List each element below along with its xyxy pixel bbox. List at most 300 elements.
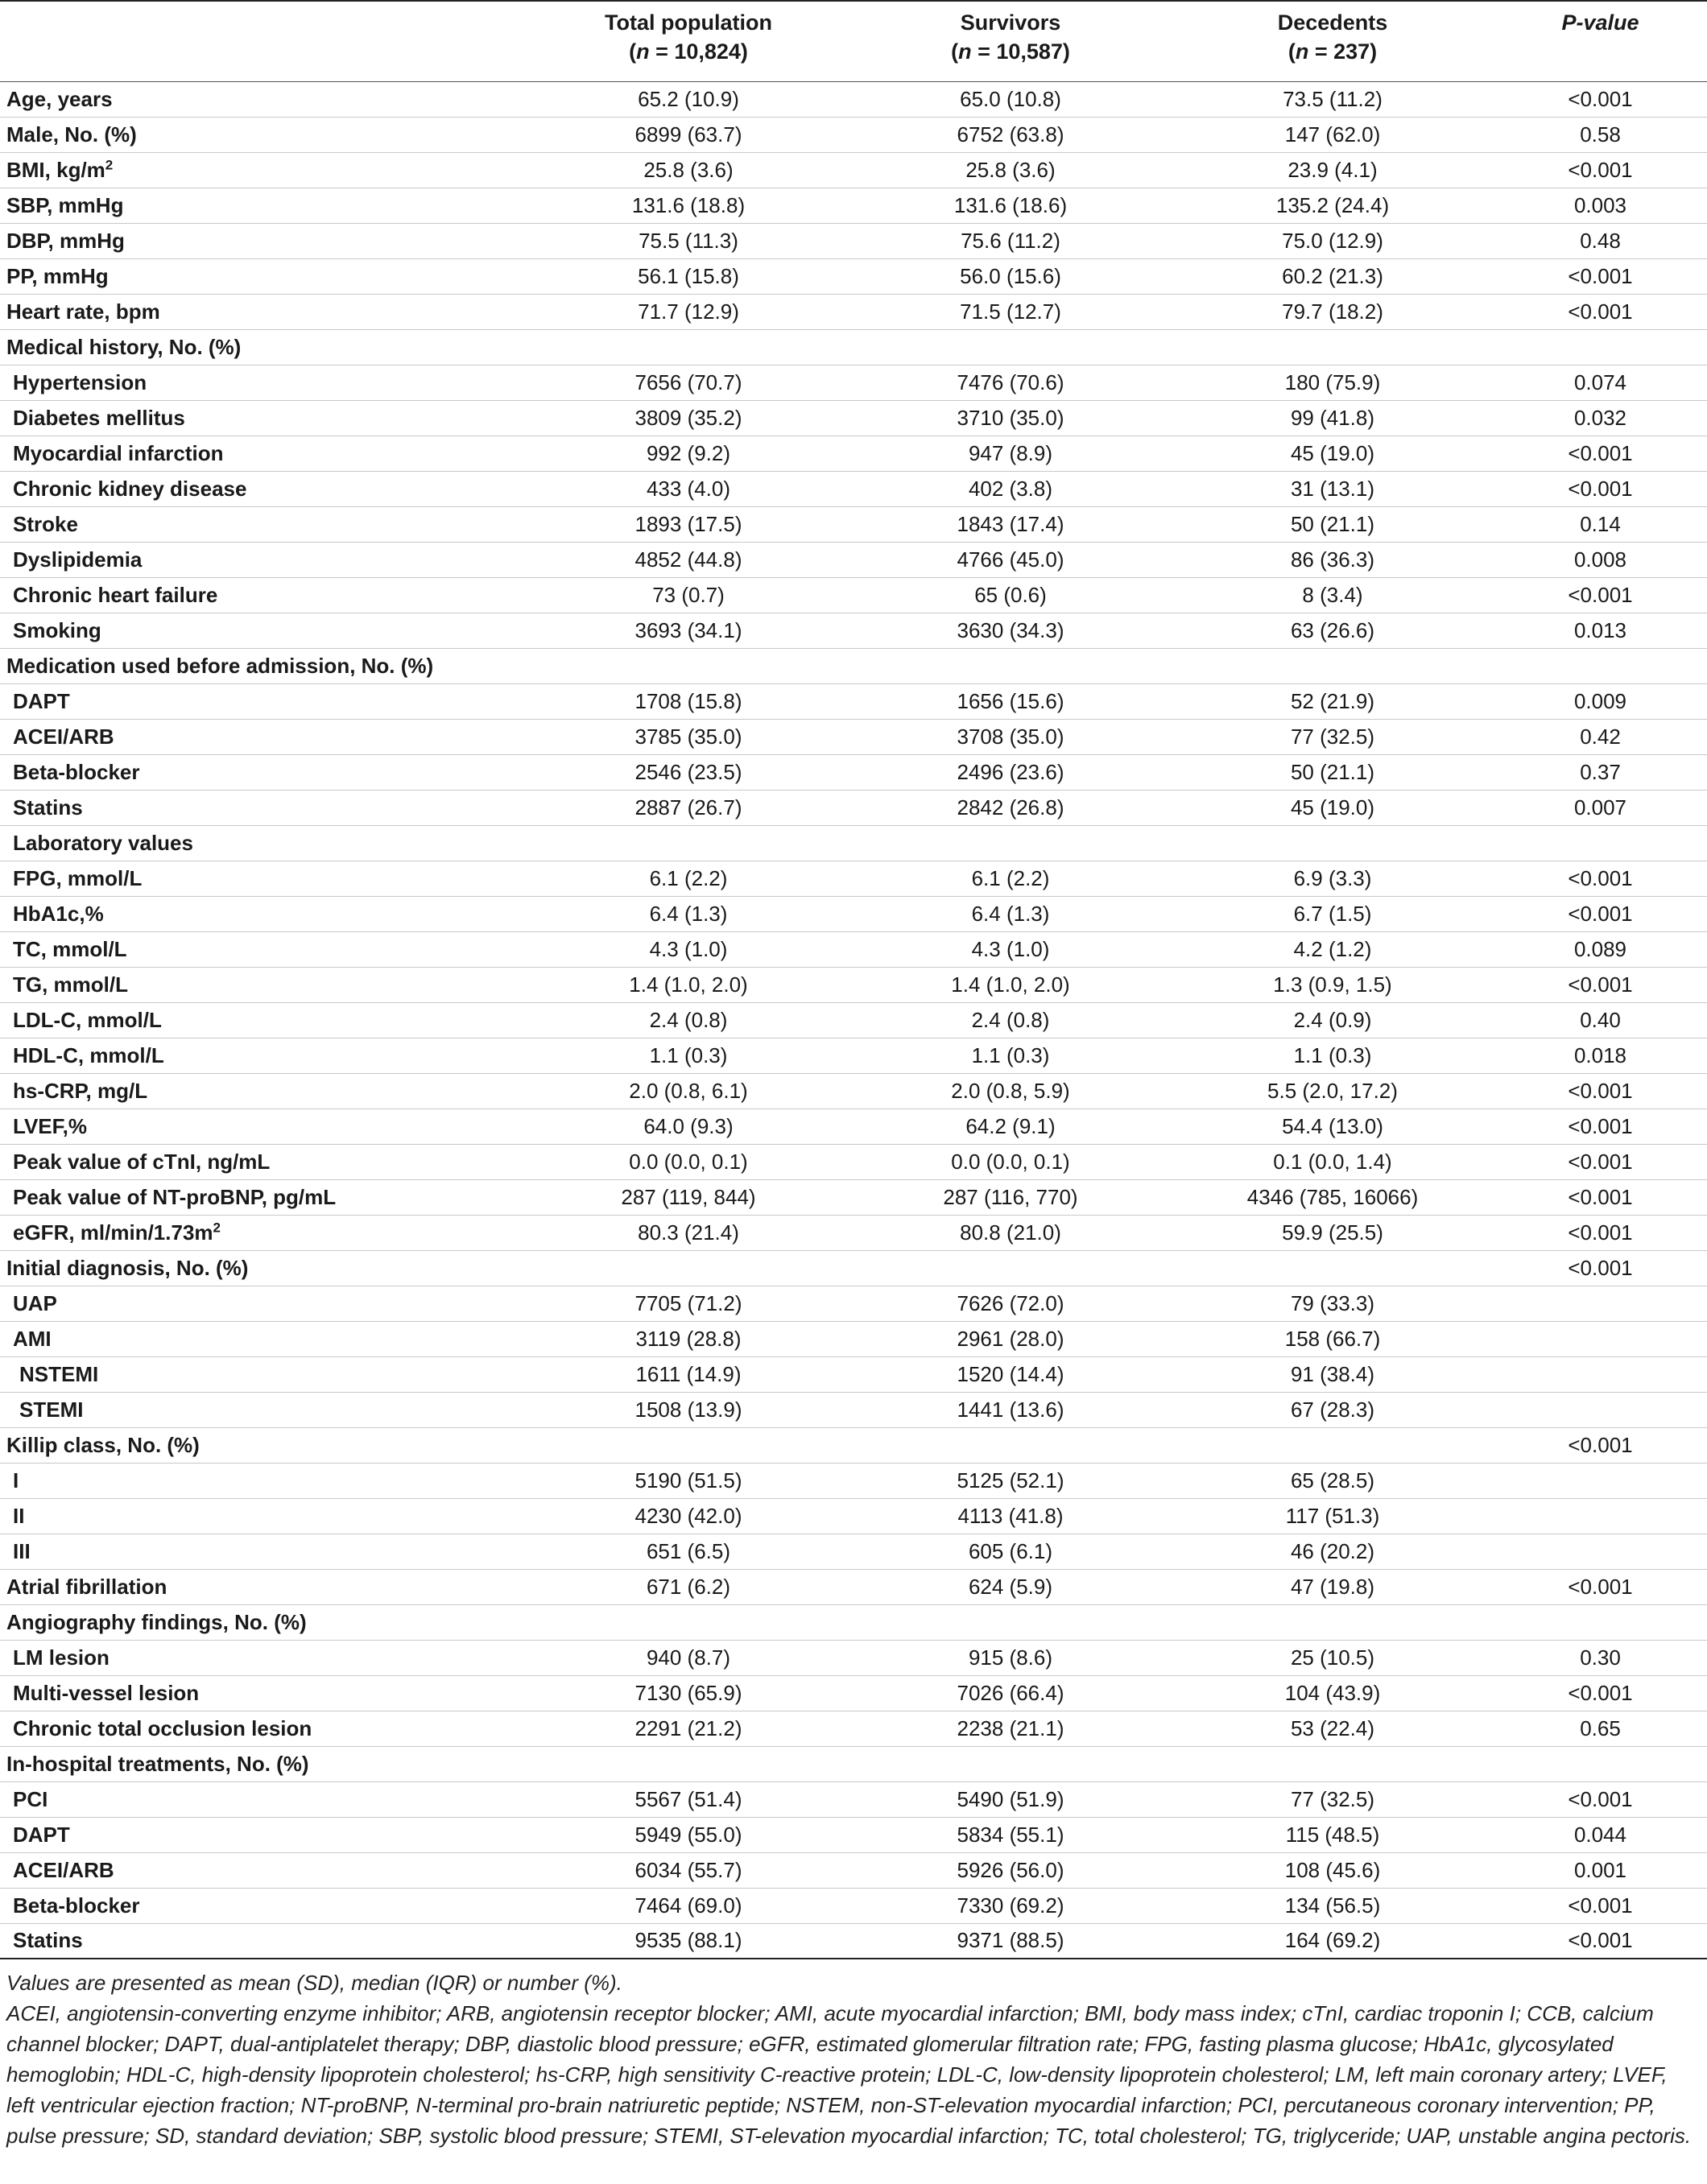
table-row	[0, 967, 1707, 1002]
cell-total-population: 75.5 (11.3)	[527, 223, 849, 258]
cell-survivors: 65 (0.6)	[849, 577, 1172, 613]
row-label	[0, 365, 527, 400]
cell-p-value: <0.001	[1494, 577, 1707, 613]
cell-survivors: 4113 (41.8)	[849, 1498, 1172, 1534]
row-label	[0, 1711, 527, 1746]
cell-survivors: 9371 (88.5)	[849, 1923, 1172, 1959]
table-row	[0, 1569, 1707, 1604]
cell-p-value: <0.001	[1494, 471, 1707, 506]
row-label-text: Statins	[13, 795, 83, 820]
cell-p-value: 0.013	[1494, 613, 1707, 648]
table-row	[0, 1356, 1707, 1392]
cell-total-population	[527, 1604, 849, 1640]
row-label	[0, 1888, 527, 1923]
cell-p-value: <0.001	[1494, 861, 1707, 896]
cell-survivors	[849, 1746, 1172, 1781]
cell-decedents: 180 (75.9)	[1172, 365, 1494, 400]
row-label-text: LDL-C, mmol/L	[13, 1007, 162, 1032]
table-row	[0, 861, 1707, 896]
cell-total-population: 1708 (15.8)	[527, 683, 849, 719]
cell-p-value	[1494, 1498, 1707, 1534]
row-label	[0, 1569, 527, 1604]
row-label	[0, 81, 527, 117]
row-label	[0, 1356, 527, 1392]
cell-decedents: 0.1 (0.0, 1.4)	[1172, 1144, 1494, 1179]
row-label-text: In-hospital treatments, No. (%)	[6, 1751, 309, 1776]
cell-total-population: 2887 (26.7)	[527, 790, 849, 825]
table-row	[0, 613, 1707, 648]
cell-survivors: 947 (8.9)	[849, 436, 1172, 471]
table-row	[0, 1215, 1707, 1250]
cell-total-population	[527, 825, 849, 861]
table-row	[0, 258, 1707, 294]
cell-total-population: 6.1 (2.2)	[527, 861, 849, 896]
table-row	[0, 223, 1707, 258]
cell-survivors: 2842 (26.8)	[849, 790, 1172, 825]
header-p-value: P-value	[1494, 1, 1707, 81]
row-label-text: Chronic kidney disease	[13, 476, 247, 501]
cell-survivors: 2238 (21.1)	[849, 1711, 1172, 1746]
cell-survivors: 71.5 (12.7)	[849, 294, 1172, 329]
table-row	[0, 329, 1707, 365]
cell-p-value	[1494, 1356, 1707, 1392]
row-label-text: Heart rate, bpm	[6, 299, 160, 324]
row-label	[0, 258, 527, 294]
cell-decedents: 25 (10.5)	[1172, 1640, 1494, 1675]
row-label	[0, 294, 527, 329]
row-label	[0, 117, 527, 152]
cell-total-population: 131.6 (18.8)	[527, 188, 849, 223]
table-row	[0, 1675, 1707, 1711]
row-label	[0, 1392, 527, 1427]
cell-p-value: <0.001	[1494, 1109, 1707, 1144]
cell-decedents: 6.7 (1.5)	[1172, 896, 1494, 931]
table-footnotes	[6, 1967, 1701, 2151]
row-label	[0, 754, 527, 790]
header-survivors-label: Survivors	[960, 10, 1061, 35]
row-label-text: TC, mmol/L	[13, 936, 127, 961]
cell-total-population: 651 (6.5)	[527, 1534, 849, 1569]
cell-total-population: 3119 (28.8)	[527, 1321, 849, 1356]
cell-survivors: 6752 (63.8)	[849, 117, 1172, 152]
table-row	[0, 896, 1707, 931]
row-label-text: LM lesion	[13, 1645, 110, 1670]
cell-survivors: 25.8 (3.6)	[849, 152, 1172, 188]
cell-survivors	[849, 1250, 1172, 1286]
header-total-label: Total population	[605, 10, 772, 35]
cell-total-population	[527, 1250, 849, 1286]
table-row	[0, 1392, 1707, 1427]
table-row	[0, 1781, 1707, 1817]
table-row	[0, 1640, 1707, 1675]
cell-total-population: 80.3 (21.4)	[527, 1215, 849, 1250]
cell-decedents: 52 (21.9)	[1172, 683, 1494, 719]
cell-p-value: 0.003	[1494, 188, 1707, 223]
row-label-text: BMI, kg/m	[6, 157, 105, 182]
table-row	[0, 1711, 1707, 1746]
row-label-text: SBP, mmHg	[6, 192, 124, 217]
table-header	[0, 1, 1707, 81]
header-survivors-n: (n = 10,587)	[951, 39, 1070, 64]
cell-survivors: 402 (3.8)	[849, 471, 1172, 506]
cell-p-value: 0.089	[1494, 931, 1707, 967]
cell-survivors: 64.2 (9.1)	[849, 1109, 1172, 1144]
cell-decedents: 135.2 (24.4)	[1172, 188, 1494, 223]
cell-p-value: 0.40	[1494, 1002, 1707, 1038]
cell-p-value: <0.001	[1494, 81, 1707, 117]
table-row	[0, 1427, 1707, 1463]
cell-decedents: 99 (41.8)	[1172, 400, 1494, 436]
cell-survivors	[849, 825, 1172, 861]
cell-decedents	[1172, 329, 1494, 365]
row-label-text: Beta-blocker	[13, 759, 140, 784]
cell-total-population	[527, 1427, 849, 1463]
cell-total-population: 25.8 (3.6)	[527, 152, 849, 188]
cell-decedents: 164 (69.2)	[1172, 1923, 1494, 1959]
cell-decedents: 77 (32.5)	[1172, 719, 1494, 754]
table-row	[0, 719, 1707, 754]
cell-decedents: 65 (28.5)	[1172, 1463, 1494, 1498]
cell-survivors: 6.4 (1.3)	[849, 896, 1172, 931]
row-label	[0, 1321, 527, 1356]
row-label-text: UAP	[13, 1290, 57, 1315]
row-label-text: Medication used before admission, No. (%)	[6, 653, 434, 678]
cell-decedents: 2.4 (0.9)	[1172, 1002, 1494, 1038]
cell-p-value: <0.001	[1494, 258, 1707, 294]
row-label	[0, 152, 527, 188]
cell-survivors: 7026 (66.4)	[849, 1675, 1172, 1711]
cell-total-population: 2546 (23.5)	[527, 754, 849, 790]
row-label-text: HbA1c,%	[13, 901, 104, 926]
table-row	[0, 506, 1707, 542]
cell-p-value: <0.001	[1494, 1179, 1707, 1215]
cell-survivors: 2961 (28.0)	[849, 1321, 1172, 1356]
cell-decedents	[1172, 825, 1494, 861]
row-label	[0, 1746, 527, 1781]
cell-p-value: <0.001	[1494, 1569, 1707, 1604]
header-total-n: (n = 10,824)	[629, 39, 748, 64]
cell-total-population: 7464 (69.0)	[527, 1888, 849, 1923]
cell-p-value: 0.044	[1494, 1817, 1707, 1852]
row-label-text: eGFR, ml/min/1.73m	[13, 1220, 213, 1245]
cell-p-value: 0.42	[1494, 719, 1707, 754]
cell-total-population: 6.4 (1.3)	[527, 896, 849, 931]
cell-p-value: <0.001	[1494, 1073, 1707, 1109]
cell-total-population: 3809 (35.2)	[527, 400, 849, 436]
row-label	[0, 1675, 527, 1711]
table-row	[0, 471, 1707, 506]
cell-decedents: 6.9 (3.3)	[1172, 861, 1494, 896]
row-label-text: Chronic heart failure	[13, 582, 218, 607]
cell-survivors: 287 (116, 770)	[849, 1179, 1172, 1215]
cell-p-value: 0.074	[1494, 365, 1707, 400]
cell-survivors: 0.0 (0.0, 0.1)	[849, 1144, 1172, 1179]
row-label-text: Dyslipidemia	[13, 547, 143, 572]
row-label-text: Male, No. (%)	[6, 122, 137, 147]
cell-survivors: 5834 (55.1)	[849, 1817, 1172, 1852]
table-row	[0, 294, 1707, 329]
table-row	[0, 542, 1707, 577]
row-label-text: FPG, mmol/L	[13, 865, 143, 890]
cell-total-population: 992 (9.2)	[527, 436, 849, 471]
cell-survivors: 6.1 (2.2)	[849, 861, 1172, 896]
row-label	[0, 683, 527, 719]
cell-p-value: <0.001	[1494, 294, 1707, 329]
cell-survivors	[849, 1604, 1172, 1640]
header-variable	[0, 1, 527, 81]
cell-total-population: 7130 (65.9)	[527, 1675, 849, 1711]
cell-decedents: 77 (32.5)	[1172, 1781, 1494, 1817]
cell-total-population: 7705 (71.2)	[527, 1286, 849, 1321]
cell-p-value: 0.48	[1494, 223, 1707, 258]
cell-survivors	[849, 1427, 1172, 1463]
row-label-text: DBP, mmHg	[6, 228, 125, 253]
table-row	[0, 1321, 1707, 1356]
cell-p-value	[1494, 1746, 1707, 1781]
cell-total-population: 4.3 (1.0)	[527, 931, 849, 967]
cell-total-population: 73 (0.7)	[527, 577, 849, 613]
n-symbol: n	[1295, 39, 1309, 64]
table-row	[0, 365, 1707, 400]
table-row	[0, 1463, 1707, 1498]
row-label	[0, 1109, 527, 1144]
cell-p-value: 0.58	[1494, 117, 1707, 152]
table-row	[0, 1817, 1707, 1852]
cell-survivors: 1441 (13.6)	[849, 1392, 1172, 1427]
cell-total-population: 5949 (55.0)	[527, 1817, 849, 1852]
cell-survivors: 131.6 (18.6)	[849, 188, 1172, 223]
cell-decedents: 4.2 (1.2)	[1172, 931, 1494, 967]
row-label	[0, 1286, 527, 1321]
cell-survivors: 5490 (51.9)	[849, 1781, 1172, 1817]
cell-total-population	[527, 329, 849, 365]
cell-decedents: 115 (48.5)	[1172, 1817, 1494, 1852]
cell-p-value	[1494, 648, 1707, 683]
cell-total-population: 1893 (17.5)	[527, 506, 849, 542]
cell-survivors: 5926 (56.0)	[849, 1852, 1172, 1888]
row-label	[0, 471, 527, 506]
table-row	[0, 683, 1707, 719]
table-row	[0, 1888, 1707, 1923]
cell-survivors: 915 (8.6)	[849, 1640, 1172, 1675]
row-label-text: Beta-blocker	[13, 1893, 140, 1918]
cell-decedents: 23.9 (4.1)	[1172, 152, 1494, 188]
cell-total-population: 9535 (88.1)	[527, 1923, 849, 1959]
cell-decedents	[1172, 1746, 1494, 1781]
cell-p-value: <0.001	[1494, 1250, 1707, 1286]
cell-survivors: 2.4 (0.8)	[849, 1002, 1172, 1038]
cell-p-value: 0.032	[1494, 400, 1707, 436]
cell-total-population: 3785 (35.0)	[527, 719, 849, 754]
row-label-text: PP, mmHg	[6, 263, 109, 288]
cell-survivors: 4.3 (1.0)	[849, 931, 1172, 967]
cell-p-value: <0.001	[1494, 436, 1707, 471]
cell-total-population: 5567 (51.4)	[527, 1781, 849, 1817]
row-label-text: DAPT	[13, 1822, 70, 1847]
table-row	[0, 1923, 1707, 1959]
cell-p-value: <0.001	[1494, 1675, 1707, 1711]
table-row	[0, 1109, 1707, 1144]
cell-decedents: 50 (21.1)	[1172, 506, 1494, 542]
row-label	[0, 1640, 527, 1675]
header-decedents-label: Decedents	[1277, 10, 1388, 35]
cell-survivors	[849, 648, 1172, 683]
row-label-text: Diabetes mellitus	[13, 405, 185, 430]
cell-decedents: 108 (45.6)	[1172, 1852, 1494, 1888]
row-label-text: III	[13, 1538, 31, 1563]
cell-total-population: 1.4 (1.0, 2.0)	[527, 967, 849, 1002]
cell-p-value: 0.37	[1494, 754, 1707, 790]
row-label	[0, 577, 527, 613]
row-label	[0, 719, 527, 754]
cell-decedents: 60.2 (21.3)	[1172, 258, 1494, 294]
cell-survivors: 7330 (69.2)	[849, 1888, 1172, 1923]
table-row	[0, 1534, 1707, 1569]
row-label	[0, 1463, 527, 1498]
table-row	[0, 188, 1707, 223]
row-label	[0, 329, 527, 365]
cell-survivors: 3708 (35.0)	[849, 719, 1172, 754]
cell-total-population: 7656 (70.7)	[527, 365, 849, 400]
cell-total-population: 1611 (14.9)	[527, 1356, 849, 1392]
cell-p-value	[1494, 1463, 1707, 1498]
cell-decedents: 50 (21.1)	[1172, 754, 1494, 790]
cell-decedents: 63 (26.6)	[1172, 613, 1494, 648]
row-label-text: Laboratory values	[13, 830, 193, 855]
cell-decedents: 117 (51.3)	[1172, 1498, 1494, 1534]
row-label-text: Peak value of cTnI, ng/mL	[13, 1149, 271, 1174]
table-row	[0, 754, 1707, 790]
cell-p-value: 0.018	[1494, 1038, 1707, 1073]
header-row	[0, 1, 1707, 81]
superscript: 2	[213, 1219, 221, 1235]
values-note: Values are presented as mean (SD), median (IQR) or number (%).	[6, 1971, 622, 1995]
cell-p-value: <0.001	[1494, 1923, 1707, 1959]
row-label-text: HDL-C, mmol/L	[13, 1042, 164, 1067]
row-label-text: Hypertension	[13, 370, 147, 394]
row-label-text: Initial diagnosis, No. (%)	[6, 1255, 249, 1280]
row-label	[0, 861, 527, 896]
row-label-text: hs-CRP, mg/L	[13, 1078, 148, 1103]
cell-survivors: 80.8 (21.0)	[849, 1215, 1172, 1250]
cell-p-value	[1494, 825, 1707, 861]
cell-survivors: 2496 (23.6)	[849, 754, 1172, 790]
cell-decedents: 158 (66.7)	[1172, 1321, 1494, 1356]
cell-survivors: 5125 (52.1)	[849, 1463, 1172, 1498]
table-row	[0, 117, 1707, 152]
row-label	[0, 1179, 527, 1215]
row-label	[0, 188, 527, 223]
cell-total-population: 3693 (34.1)	[527, 613, 849, 648]
abbreviations-note: ACEI, angiotensin-converting enzyme inhibitor; ARB, angiotensin receptor blocker; AMI, acute myocardial infarction; BMI, body mass index; cTnI, cardiac troponin I; CCB, calcium channel blocker; DAPT, dual-antiplatelet therapy; DBP, diastolic blood pressure; eGFR, estimated glomerular filtration rate; FPG, fasting plasma glucose; HbA1c, glycosylated hemoglobin; HDL-C, high-density lipoprotein cholesterol; hs-CRP, high sensitivity C-reactive protein; LDL-C, low-density lipoprotein cholesterol; LM, left main coronary artery; LVEF, left ventricular ejection fraction; NT-proBNP, N-terminal pro-brain natriuretic peptide; NSTEM, non-ST-elevation myocardial infarction; PCI, percutaneous coronary intervention; PP, pulse pressure; SD, standard deviation; SBP, systolic blood pressure; STEMI, ST-elevation myocardial infarction; TC, total cholesterol; TG, triglyceride; UAP, unstable angina pectoris.	[6, 2001, 1692, 2148]
superscript: 2	[105, 156, 114, 172]
table-row	[0, 790, 1707, 825]
table-row	[0, 81, 1707, 117]
cell-p-value: <0.001	[1494, 152, 1707, 188]
cell-p-value	[1494, 329, 1707, 365]
cell-survivors: 1.1 (0.3)	[849, 1038, 1172, 1073]
cell-decedents	[1172, 1427, 1494, 1463]
cell-total-population: 4230 (42.0)	[527, 1498, 849, 1534]
header-total-population	[527, 1, 849, 81]
cell-total-population: 6034 (55.7)	[527, 1852, 849, 1888]
cell-survivors: 3630 (34.3)	[849, 613, 1172, 648]
cell-survivors: 65.0 (10.8)	[849, 81, 1172, 117]
row-label-text: NSTEMI	[19, 1361, 99, 1386]
cell-survivors: 1656 (15.6)	[849, 683, 1172, 719]
row-label	[0, 1781, 527, 1817]
cell-total-population	[527, 1746, 849, 1781]
row-label	[0, 967, 527, 1002]
row-label	[0, 1215, 527, 1250]
row-label	[0, 400, 527, 436]
table-row	[0, 436, 1707, 471]
cell-decedents: 91 (38.4)	[1172, 1356, 1494, 1392]
table-row	[0, 1038, 1707, 1073]
cell-decedents: 59.9 (25.5)	[1172, 1215, 1494, 1250]
cell-decedents: 86 (36.3)	[1172, 542, 1494, 577]
row-label	[0, 1427, 527, 1463]
row-label	[0, 223, 527, 258]
cell-decedents	[1172, 1250, 1494, 1286]
table-row	[0, 1144, 1707, 1179]
header-survivors	[849, 1, 1172, 81]
row-label-text: PCI	[13, 1786, 48, 1811]
cell-survivors: 7476 (70.6)	[849, 365, 1172, 400]
cell-p-value: 0.30	[1494, 1640, 1707, 1675]
cell-survivors: 3710 (35.0)	[849, 400, 1172, 436]
cell-total-population: 6899 (63.7)	[527, 117, 849, 152]
cell-decedents: 147 (62.0)	[1172, 117, 1494, 152]
cell-p-value	[1494, 1321, 1707, 1356]
cell-p-value: 0.008	[1494, 542, 1707, 577]
cell-total-population: 2291 (21.2)	[527, 1711, 849, 1746]
row-label-text: Chronic total occlusion lesion	[13, 1715, 312, 1740]
cell-p-value: 0.007	[1494, 790, 1707, 825]
cell-decedents: 79 (33.3)	[1172, 1286, 1494, 1321]
table-row	[0, 1498, 1707, 1534]
row-label	[0, 1002, 527, 1038]
cell-p-value: 0.14	[1494, 506, 1707, 542]
row-label-text: Multi-vessel lesion	[13, 1680, 200, 1705]
table-row	[0, 1073, 1707, 1109]
cell-p-value: <0.001	[1494, 1427, 1707, 1463]
table-row	[0, 1250, 1707, 1286]
cell-p-value: <0.001	[1494, 967, 1707, 1002]
row-label-text: TG, mmol/L	[13, 972, 128, 997]
cell-total-population: 0.0 (0.0, 0.1)	[527, 1144, 849, 1179]
header-decedents	[1172, 1, 1494, 81]
cell-p-value	[1494, 1392, 1707, 1427]
cell-p-value: <0.001	[1494, 896, 1707, 931]
cell-p-value: <0.001	[1494, 1781, 1707, 1817]
cell-decedents: 45 (19.0)	[1172, 790, 1494, 825]
row-label-text: Statins	[13, 1928, 83, 1953]
cell-decedents: 134 (56.5)	[1172, 1888, 1494, 1923]
row-label	[0, 1073, 527, 1109]
table-row	[0, 152, 1707, 188]
cell-decedents: 67 (28.3)	[1172, 1392, 1494, 1427]
table-row	[0, 400, 1707, 436]
cell-total-population: 4852 (44.8)	[527, 542, 849, 577]
table-row	[0, 825, 1707, 861]
cell-survivors: 56.0 (15.6)	[849, 258, 1172, 294]
cell-decedents: 53 (22.4)	[1172, 1711, 1494, 1746]
row-label	[0, 613, 527, 648]
row-label	[0, 790, 527, 825]
cell-p-value: 0.65	[1494, 1711, 1707, 1746]
row-label	[0, 1038, 527, 1073]
